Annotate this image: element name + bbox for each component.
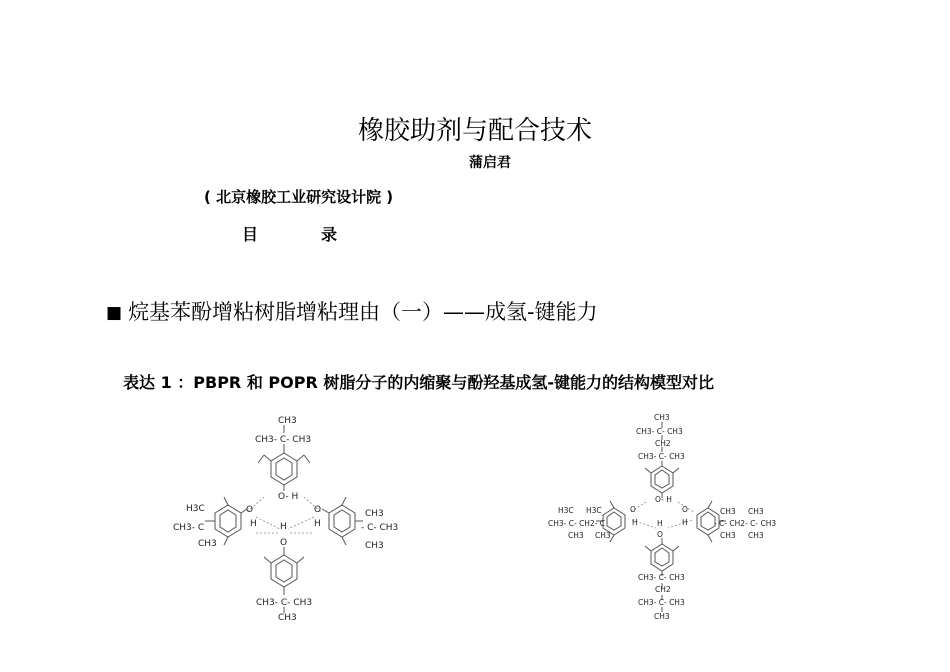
pbpr-left-h: H [250,519,257,529]
popr-top-ch3: CH3 [654,413,670,422]
popr-bottom-tbutyl-2: CH3- C- CH3 [638,598,685,607]
popr-left-ch3-2: CH3 [595,531,611,540]
square-bullet-icon: ■ [106,303,123,323]
figure-caption: 表达 1 ：PBPR 和 POPR 树脂分子的内缩聚与酚羟基成氢-键能力的结构模型对比 [123,373,714,392]
pbpr-right-ch3-top: CH3 [365,509,384,519]
popr-bottom-ch2: CH2 [655,585,671,594]
pbpr-right-ch3-bottom: CH3 [365,541,384,551]
popr-right-ch3-4: CH3 [748,531,764,540]
popr-top-oh: O- H [655,495,672,504]
popr-top-ch2: CH2 [655,439,671,448]
popr-right-ch3-3: CH3 [720,531,736,540]
author-name: 蒲启君 [469,155,511,171]
popr-right-ch3-2: CH3 [748,507,764,516]
popr-right-h: H [682,518,688,527]
toc-label-first: 目 [242,225,259,244]
document-title: 橡胶助剂与配合技术 [357,116,592,146]
pbpr-top-tbutyl: CH3- C- CH3 [255,435,312,445]
pbpr-left-ch3: CH3 [198,539,217,549]
pbpr-left-tbutyl: CH3- C [173,523,205,533]
popr-left-chain: CH3- C- CH2- C [548,519,606,528]
popr-left-h: H [632,518,638,527]
popr-top-tbutyl-2: CH3- C- CH3 [638,452,685,461]
popr-top-tbutyl-1: CH3- C- CH3 [636,427,683,436]
popr-left-h3c-2: H3C [586,506,602,515]
pbpr-top-oh: O- H [278,492,299,502]
pbpr-right-tbutyl: - C- CH3 [361,523,399,533]
popr-left-o: O [630,505,636,514]
pbpr-bottom-ch3: CH3 [278,613,297,623]
popr-right-ch3-1: CH3 [720,507,736,516]
popr-left-h3c-1: H3C [558,506,574,515]
pbpr-right-o: O [314,505,322,515]
popr-right-chain: - C- CH2- C- CH3 [714,519,777,528]
pbpr-top-ch3: CH3 [278,416,297,426]
pbpr-center-h: H [280,522,287,532]
popr-right-o: O [682,505,688,514]
pbpr-center-o: O [280,538,288,548]
popr-bottom-tbutyl-1: CH3- C- CH3 [638,573,685,582]
section-heading-text: 烷基苯酚增粘树脂增粘理由（一）——成氢-键能力 [128,300,598,324]
popr-structure [540,408,790,626]
affiliation: ( 北京橡胶工业研究设计院 ) [204,188,394,206]
popr-left-ch3-1: CH3 [568,531,584,540]
section-heading [106,296,598,326]
pbpr-right-h: H [314,519,321,529]
popr-center-o: O [657,530,663,539]
popr-center-h: H [657,519,663,528]
toc-label-second: 录 [321,225,338,244]
pbpr-structure [160,405,400,625]
pbpr-bottom-tbutyl: CH3- C- CH3 [256,598,313,608]
pbpr-left-o: O [246,505,254,515]
pbpr-left-h3c: H3C [186,504,205,514]
popr-bottom-ch3: CH3 [654,612,670,621]
